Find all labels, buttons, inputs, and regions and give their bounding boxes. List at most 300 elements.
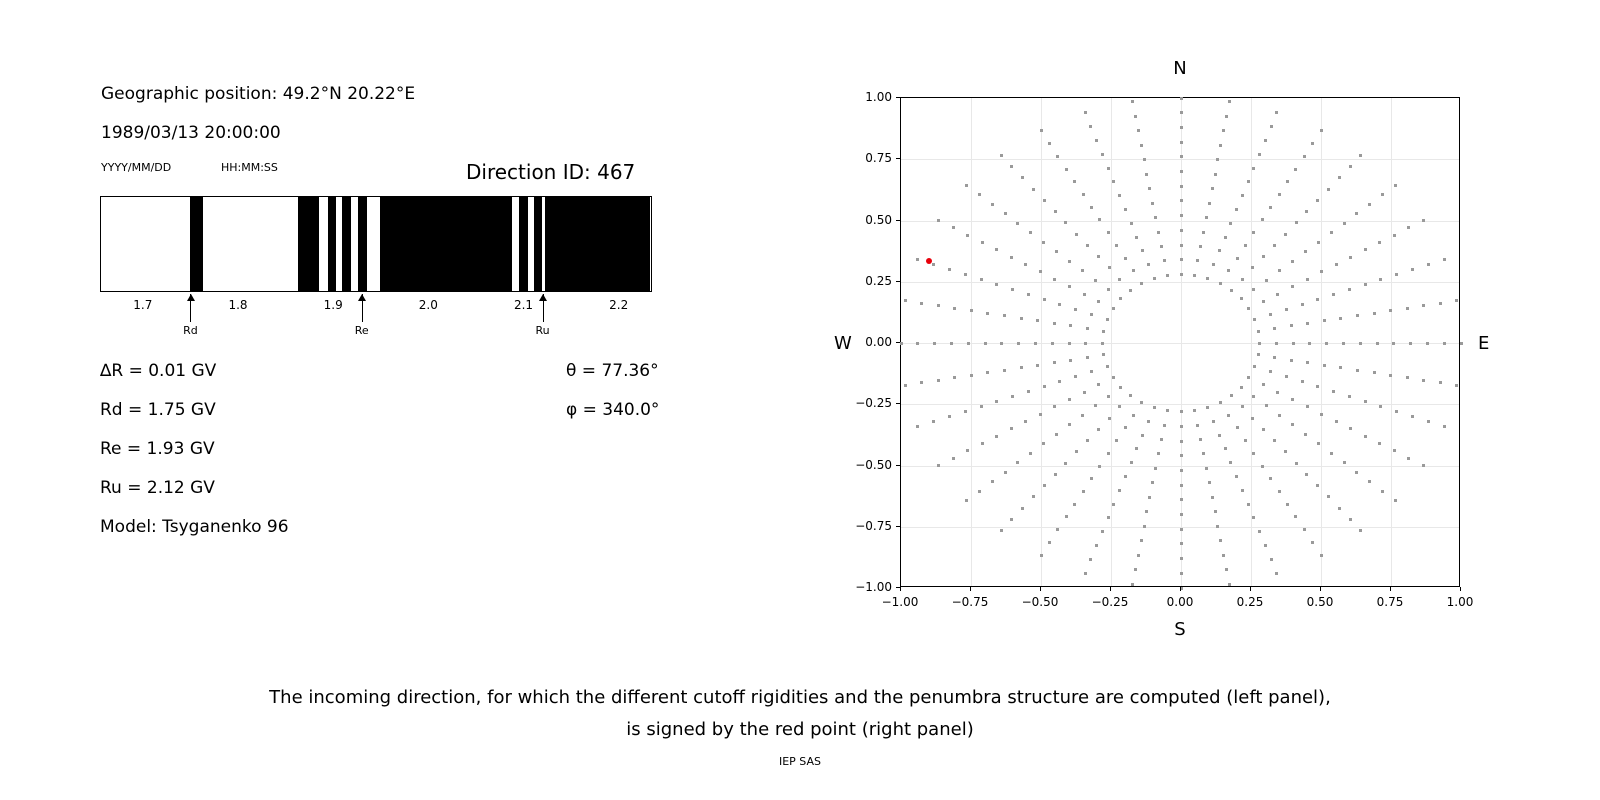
direction-point[interactable] xyxy=(1027,390,1030,393)
direction-point[interactable] xyxy=(1180,258,1183,261)
direction-point[interactable] xyxy=(1247,503,1250,506)
direction-point[interactable] xyxy=(1124,475,1127,478)
direction-point[interactable] xyxy=(1311,142,1314,145)
direction-point[interactable] xyxy=(1119,297,1122,300)
direction-point[interactable] xyxy=(1389,374,1392,377)
direction-point[interactable] xyxy=(1143,158,1146,161)
direction-point[interactable] xyxy=(1086,244,1089,247)
direction-point[interactable] xyxy=(1291,260,1294,263)
direction-point[interactable] xyxy=(1180,454,1183,457)
direction-point[interactable] xyxy=(1032,495,1035,498)
direction-point[interactable] xyxy=(1106,365,1109,368)
direction-point[interactable] xyxy=(1068,260,1071,263)
direction-point[interactable] xyxy=(1003,314,1006,317)
direction-point[interactable] xyxy=(1043,385,1046,388)
direction-point[interactable] xyxy=(1359,529,1362,532)
direction-point[interactable] xyxy=(1332,293,1335,296)
direction-point[interactable] xyxy=(1252,516,1255,519)
direction-point[interactable] xyxy=(1086,439,1089,442)
direction-point[interactable] xyxy=(1180,170,1183,173)
direction-point[interactable] xyxy=(1141,434,1144,437)
direction-point[interactable] xyxy=(1107,167,1110,170)
direction-point[interactable] xyxy=(1086,356,1089,359)
direction-point[interactable] xyxy=(1084,342,1087,345)
direction-point[interactable] xyxy=(1262,383,1265,386)
direction-point[interactable] xyxy=(1112,307,1115,310)
direction-point[interactable] xyxy=(1264,544,1267,547)
direction-point[interactable] xyxy=(1118,194,1121,197)
direction-point[interactable] xyxy=(1180,273,1183,276)
direction-point[interactable] xyxy=(1140,539,1143,542)
direction-point[interactable] xyxy=(1278,490,1281,493)
direction-point[interactable] xyxy=(1212,420,1215,423)
direction-point[interactable] xyxy=(1119,386,1122,389)
direction-point[interactable] xyxy=(1368,203,1371,206)
direction-point[interactable] xyxy=(1244,439,1247,442)
direction-point[interactable] xyxy=(1000,342,1003,345)
direction-point[interactable] xyxy=(1010,427,1013,430)
direction-point[interactable] xyxy=(1273,244,1276,247)
direction-point[interactable] xyxy=(1269,477,1272,480)
direction-point[interactable] xyxy=(1348,395,1351,398)
direction-point[interactable] xyxy=(948,415,951,418)
direction-point[interactable] xyxy=(1043,199,1046,202)
direction-point[interactable] xyxy=(1064,462,1067,465)
direction-point[interactable] xyxy=(1364,400,1367,403)
direction-point[interactable] xyxy=(1058,303,1061,306)
direction-point[interactable] xyxy=(1137,554,1140,557)
direction-point[interactable] xyxy=(1308,342,1311,345)
direction-point[interactable] xyxy=(1339,317,1342,320)
direction-point[interactable] xyxy=(1349,518,1352,521)
direction-point[interactable] xyxy=(1029,231,1032,234)
direction-point[interactable] xyxy=(1112,376,1115,379)
direction-point[interactable] xyxy=(1316,484,1319,487)
direction-point[interactable] xyxy=(1205,216,1208,219)
direction-point[interactable] xyxy=(1090,206,1093,209)
direction-point[interactable] xyxy=(1395,273,1398,276)
direction-point[interactable] xyxy=(1306,361,1309,364)
direction-point[interactable] xyxy=(1081,414,1084,417)
direction-point[interactable] xyxy=(1214,173,1217,176)
direction-point[interactable] xyxy=(1236,426,1239,429)
direction-point[interactable] xyxy=(1048,541,1051,544)
direction-point[interactable] xyxy=(1180,440,1183,443)
direction-point[interactable] xyxy=(1443,258,1446,261)
direction-point[interactable] xyxy=(1258,342,1261,345)
direction-point[interactable] xyxy=(1229,461,1232,464)
direction-point[interactable] xyxy=(1252,288,1255,291)
direction-point[interactable] xyxy=(1107,231,1110,234)
direction-point[interactable] xyxy=(1330,231,1333,234)
direction-point[interactable] xyxy=(1253,318,1256,321)
direction-point[interactable] xyxy=(916,425,919,428)
direction-point[interactable] xyxy=(966,449,969,452)
direction-point[interactable] xyxy=(1010,518,1013,521)
direction-point[interactable] xyxy=(1140,144,1143,147)
direction-point[interactable] xyxy=(1148,187,1151,190)
direction-point[interactable] xyxy=(1262,300,1265,303)
direction-point[interactable] xyxy=(1154,216,1157,219)
direction-point[interactable] xyxy=(1151,202,1154,205)
direction-point[interactable] xyxy=(1043,484,1046,487)
direction-point[interactable] xyxy=(1241,194,1244,197)
direction-point[interactable] xyxy=(1118,405,1121,408)
direction-point[interactable] xyxy=(1460,342,1463,345)
direction-point[interactable] xyxy=(1193,274,1196,277)
direction-point[interactable] xyxy=(991,203,994,206)
direction-point[interactable] xyxy=(1132,269,1135,272)
direction-point[interactable] xyxy=(1378,241,1381,244)
direction-point[interactable] xyxy=(1443,342,1446,345)
direction-point[interactable] xyxy=(1068,398,1071,401)
direction-point[interactable] xyxy=(1180,410,1183,413)
direction-point[interactable] xyxy=(1000,154,1003,157)
direction-point[interactable] xyxy=(1393,449,1396,452)
direction-point[interactable] xyxy=(1338,507,1341,510)
direction-point[interactable] xyxy=(1356,314,1359,317)
direction-point[interactable] xyxy=(1010,256,1013,259)
direction-point[interactable] xyxy=(904,299,907,302)
direction-point[interactable] xyxy=(1252,167,1255,170)
direction-point[interactable] xyxy=(1016,222,1019,225)
direction-point[interactable] xyxy=(1180,513,1183,516)
direction-point[interactable] xyxy=(1241,489,1244,492)
direction-point[interactable] xyxy=(1355,471,1358,474)
direction-point[interactable] xyxy=(1240,297,1243,300)
direction-point[interactable] xyxy=(1107,516,1110,519)
direction-point[interactable] xyxy=(1094,279,1097,282)
direction-point[interactable] xyxy=(1135,236,1138,239)
direction-point[interactable] xyxy=(966,234,969,237)
direction-point[interactable] xyxy=(1311,541,1314,544)
direction-point[interactable] xyxy=(1422,304,1425,307)
direction-point[interactable] xyxy=(1180,214,1183,217)
direction-point[interactable] xyxy=(1325,342,1328,345)
direction-point[interactable] xyxy=(1108,266,1111,269)
direction-point[interactable] xyxy=(1368,480,1371,483)
direction-point[interactable] xyxy=(1285,375,1288,378)
direction-point[interactable] xyxy=(1304,250,1307,253)
direction-point[interactable] xyxy=(1148,496,1151,499)
direction-point[interactable] xyxy=(995,283,998,286)
direction-point[interactable] xyxy=(1292,342,1295,345)
direction-point[interactable] xyxy=(1305,210,1308,213)
direction-point[interactable] xyxy=(1301,380,1304,383)
direction-point[interactable] xyxy=(1132,414,1135,417)
direction-point[interactable] xyxy=(1084,572,1087,575)
direction-point[interactable] xyxy=(964,273,967,276)
direction-point[interactable] xyxy=(1160,245,1163,248)
direction-point[interactable] xyxy=(1068,285,1071,288)
direction-point[interactable] xyxy=(1199,245,1202,248)
direction-point[interactable] xyxy=(1224,447,1227,450)
direction-point[interactable] xyxy=(1270,558,1273,561)
direction-point[interactable] xyxy=(1406,376,1409,379)
direction-point[interactable] xyxy=(1290,324,1293,327)
direction-point[interactable] xyxy=(1236,257,1239,260)
direction-point[interactable] xyxy=(1219,401,1222,404)
direction-point[interactable] xyxy=(1212,263,1215,266)
direction-point[interactable] xyxy=(1247,376,1250,379)
direction-point[interactable] xyxy=(1225,568,1228,571)
direction-point[interactable] xyxy=(1180,557,1183,560)
direction-point[interactable] xyxy=(1229,222,1232,225)
direction-point[interactable] xyxy=(1364,283,1367,286)
direction-point[interactable] xyxy=(984,342,987,345)
direction-point[interactable] xyxy=(1095,544,1098,547)
direction-point[interactable] xyxy=(1265,404,1268,407)
direction-point[interactable] xyxy=(1218,434,1221,437)
direction-point[interactable] xyxy=(980,278,983,281)
direction-point[interactable] xyxy=(937,464,940,467)
direction-point[interactable] xyxy=(980,405,983,408)
direction-point[interactable] xyxy=(1227,269,1230,272)
direction-point[interactable] xyxy=(1141,249,1144,252)
direction-point[interactable] xyxy=(1065,168,1068,171)
direction-point[interactable] xyxy=(1257,353,1260,356)
direction-point[interactable] xyxy=(1230,289,1233,292)
direction-point[interactable] xyxy=(1086,327,1089,330)
direction-point[interactable] xyxy=(1153,277,1156,280)
direction-point[interactable] xyxy=(1118,278,1121,281)
direction-point[interactable] xyxy=(1364,435,1367,438)
direction-point[interactable] xyxy=(1379,278,1382,281)
direction-point[interactable] xyxy=(1316,298,1319,301)
direction-point[interactable] xyxy=(1427,263,1430,266)
direction-point[interactable] xyxy=(1115,244,1118,247)
direction-point[interactable] xyxy=(1157,231,1160,234)
direction-point[interactable] xyxy=(1056,528,1059,531)
direction-point[interactable] xyxy=(1094,404,1097,407)
selected-direction-point[interactable] xyxy=(926,258,932,264)
direction-point[interactable] xyxy=(1058,380,1061,383)
direction-point[interactable] xyxy=(937,379,940,382)
direction-point[interactable] xyxy=(1074,308,1077,311)
direction-point[interactable] xyxy=(995,400,998,403)
direction-point[interactable] xyxy=(1101,153,1104,156)
direction-point[interactable] xyxy=(1032,188,1035,191)
direction-point[interactable] xyxy=(1295,221,1298,224)
direction-point[interactable] xyxy=(1258,530,1261,533)
direction-point[interactable] xyxy=(1043,298,1046,301)
direction-point[interactable] xyxy=(1409,342,1412,345)
direction-point[interactable] xyxy=(1323,319,1326,322)
direction-point[interactable] xyxy=(1241,405,1244,408)
direction-point[interactable] xyxy=(1075,233,1078,236)
direction-point[interactable] xyxy=(953,307,956,310)
direction-point[interactable] xyxy=(1304,433,1307,436)
direction-point[interactable] xyxy=(1180,126,1183,129)
direction-point[interactable] xyxy=(1068,423,1071,426)
direction-point[interactable] xyxy=(1252,231,1255,234)
direction-point[interactable] xyxy=(1348,288,1351,291)
direction-point[interactable] xyxy=(916,258,919,261)
direction-point[interactable] xyxy=(1286,503,1289,506)
direction-point[interactable] xyxy=(1338,176,1341,179)
direction-point[interactable] xyxy=(1024,420,1027,423)
direction-point[interactable] xyxy=(967,342,970,345)
direction-point[interactable] xyxy=(1053,322,1056,325)
direction-point[interactable] xyxy=(1083,391,1086,394)
direction-point[interactable] xyxy=(1291,285,1294,288)
direction-point[interactable] xyxy=(1285,308,1288,311)
direction-point[interactable] xyxy=(1216,158,1219,161)
direction-point[interactable] xyxy=(1317,241,1320,244)
direction-point[interactable] xyxy=(1027,293,1030,296)
direction-point[interactable] xyxy=(1327,188,1330,191)
direction-point[interactable] xyxy=(970,374,973,377)
direction-point[interactable] xyxy=(1131,583,1134,586)
direction-point[interactable] xyxy=(1154,467,1157,470)
direction-point[interactable] xyxy=(978,490,981,493)
direction-point[interactable] xyxy=(1290,359,1293,362)
direction-point[interactable] xyxy=(1106,318,1109,321)
direction-point[interactable] xyxy=(1000,529,1003,532)
direction-point[interactable] xyxy=(1364,248,1367,251)
direction-point[interactable] xyxy=(1097,255,1100,258)
direction-point[interactable] xyxy=(1040,129,1043,132)
direction-point[interactable] xyxy=(1349,427,1352,430)
direction-point[interactable] xyxy=(1107,452,1110,455)
direction-point[interactable] xyxy=(1145,510,1148,513)
direction-point[interactable] xyxy=(1010,165,1013,168)
direction-point[interactable] xyxy=(1323,364,1326,367)
direction-point[interactable] xyxy=(1196,259,1199,262)
direction-point[interactable] xyxy=(1202,452,1205,455)
direction-point[interactable] xyxy=(1134,568,1137,571)
direction-point[interactable] xyxy=(1235,208,1238,211)
direction-point[interactable] xyxy=(1306,405,1309,408)
direction-point[interactable] xyxy=(1359,154,1362,157)
direction-point[interactable] xyxy=(1392,342,1395,345)
direction-point[interactable] xyxy=(1166,409,1169,412)
direction-point[interactable] xyxy=(920,302,923,305)
direction-point[interactable] xyxy=(1051,342,1054,345)
direction-point[interactable] xyxy=(1040,554,1043,557)
direction-point[interactable] xyxy=(1202,231,1205,234)
direction-point[interactable] xyxy=(1359,342,1362,345)
direction-point[interactable] xyxy=(1089,558,1092,561)
direction-point[interactable] xyxy=(1180,244,1183,247)
direction-point[interactable] xyxy=(1115,439,1118,442)
direction-point[interactable] xyxy=(1075,450,1078,453)
direction-point[interactable] xyxy=(1214,510,1217,513)
direction-point[interactable] xyxy=(920,381,923,384)
direction-point[interactable] xyxy=(1320,129,1323,132)
direction-point[interactable] xyxy=(1180,572,1183,575)
direction-point[interactable] xyxy=(1083,293,1086,296)
direction-point[interactable] xyxy=(1406,307,1409,310)
direction-point[interactable] xyxy=(995,435,998,438)
direction-point[interactable] xyxy=(1166,274,1169,277)
direction-point[interactable] xyxy=(1378,442,1381,445)
direction-point[interactable] xyxy=(1180,141,1183,144)
direction-point[interactable] xyxy=(1349,256,1352,259)
direction-point[interactable] xyxy=(1135,447,1138,450)
direction-point[interactable] xyxy=(1016,461,1019,464)
direction-point[interactable] xyxy=(965,184,968,187)
direction-point[interactable] xyxy=(1216,525,1219,528)
direction-point[interactable] xyxy=(1206,406,1209,409)
direction-point[interactable] xyxy=(1180,229,1183,232)
direction-point[interactable] xyxy=(1011,395,1014,398)
direction-point[interactable] xyxy=(1273,327,1276,330)
direction-point[interactable] xyxy=(1108,417,1111,420)
direction-point[interactable] xyxy=(1253,365,1256,368)
direction-point[interactable] xyxy=(1349,165,1352,168)
direction-point[interactable] xyxy=(1252,452,1255,455)
direction-point[interactable] xyxy=(1153,406,1156,409)
direction-point[interactable] xyxy=(1180,498,1183,501)
direction-point[interactable] xyxy=(1320,413,1323,416)
direction-point[interactable] xyxy=(1054,210,1057,213)
direction-point[interactable] xyxy=(1276,391,1279,394)
direction-point[interactable] xyxy=(1029,452,1032,455)
direction-point[interactable] xyxy=(1276,293,1279,296)
direction-point[interactable] xyxy=(1343,461,1346,464)
direction-point[interactable] xyxy=(1316,199,1319,202)
direction-point[interactable] xyxy=(1042,442,1045,445)
direction-point[interactable] xyxy=(1269,313,1272,316)
direction-point[interactable] xyxy=(1303,528,1306,531)
direction-point[interactable] xyxy=(1036,319,1039,322)
direction-point[interactable] xyxy=(1196,424,1199,427)
direction-point[interactable] xyxy=(1160,438,1163,441)
direction-point[interactable] xyxy=(1102,330,1105,333)
direction-point[interactable] xyxy=(1102,353,1105,356)
direction-point[interactable] xyxy=(1381,193,1384,196)
direction-point[interactable] xyxy=(1235,475,1238,478)
direction-point[interactable] xyxy=(1097,383,1100,386)
direction-point[interactable] xyxy=(1395,410,1398,413)
direction-point[interactable] xyxy=(1056,155,1059,158)
direction-point[interactable] xyxy=(1036,364,1039,367)
direction-point[interactable] xyxy=(937,219,940,222)
direction-point[interactable] xyxy=(965,499,968,502)
direction-point[interactable] xyxy=(1240,386,1243,389)
direction-point[interactable] xyxy=(1305,473,1308,476)
direction-point[interactable] xyxy=(1069,359,1072,362)
direction-point[interactable] xyxy=(1021,176,1024,179)
direction-point[interactable] xyxy=(1157,452,1160,455)
direction-point[interactable] xyxy=(1443,425,1446,428)
direction-point[interactable] xyxy=(1107,288,1110,291)
direction-point[interactable] xyxy=(1284,450,1287,453)
direction-point[interactable] xyxy=(952,457,955,460)
direction-point[interactable] xyxy=(1224,236,1227,239)
direction-point[interactable] xyxy=(1411,268,1414,271)
direction-point[interactable] xyxy=(1306,278,1309,281)
direction-point[interactable] xyxy=(1017,342,1020,345)
direction-point[interactable] xyxy=(1257,330,1260,333)
direction-point[interactable] xyxy=(1129,394,1132,397)
direction-point[interactable] xyxy=(1422,219,1425,222)
direction-point[interactable] xyxy=(1227,414,1230,417)
direction-point[interactable] xyxy=(1252,395,1255,398)
direction-point[interactable] xyxy=(1455,299,1458,302)
direction-point[interactable] xyxy=(1335,263,1338,266)
direction-point[interactable] xyxy=(1073,180,1076,183)
direction-point[interactable] xyxy=(1407,226,1410,229)
direction-point[interactable] xyxy=(1039,270,1042,273)
direction-point[interactable] xyxy=(1101,530,1104,533)
direction-point[interactable] xyxy=(1004,471,1007,474)
direction-point[interactable] xyxy=(1241,278,1244,281)
direction-point[interactable] xyxy=(1053,361,1056,364)
direction-point[interactable] xyxy=(1264,139,1267,142)
direction-point[interactable] xyxy=(1251,417,1254,420)
